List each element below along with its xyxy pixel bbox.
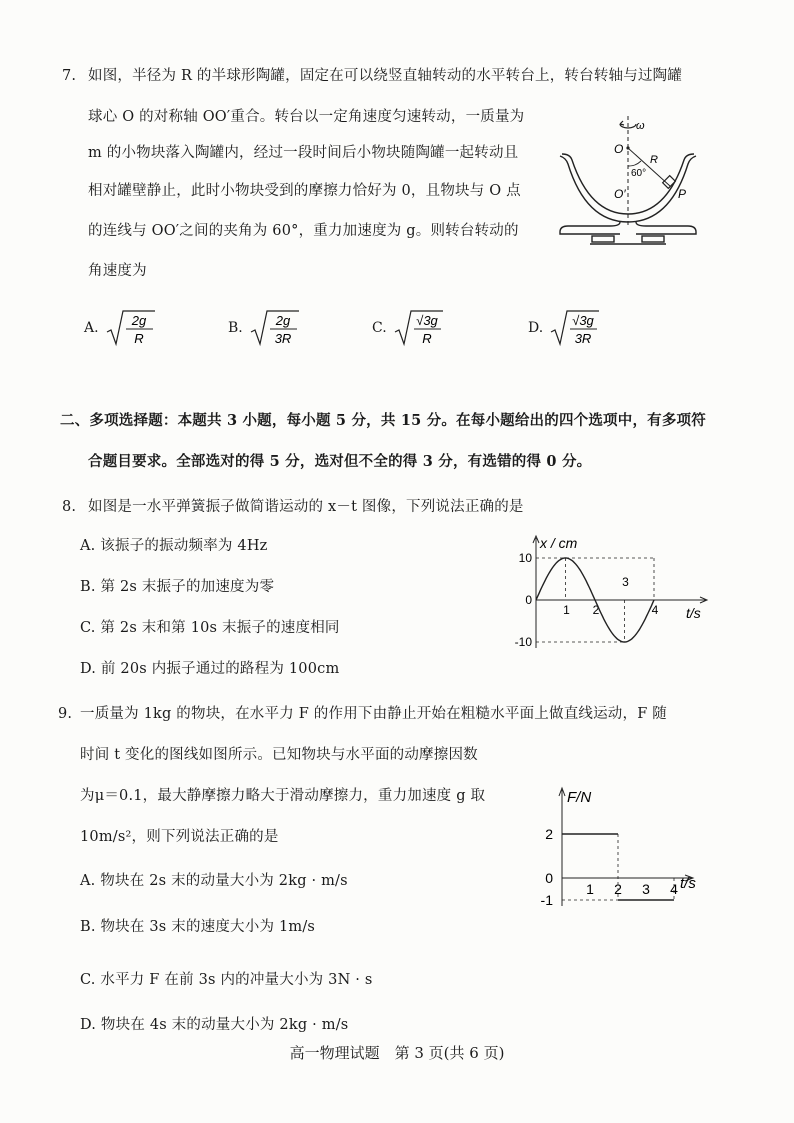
fraction-denominator: 3R — [574, 331, 592, 346]
q9-line-1: 一质量为 1kg 的物块，在水平力 F 的作用下由静止开始在粗糙水平面上做直线运动，F 随 — [80, 706, 667, 722]
q8-option-a: A. 该振子的振动频率为 4Hz — [80, 538, 268, 554]
q7-option-label: B. — [228, 320, 243, 336]
y-tick-label: 0 — [525, 593, 532, 607]
x-tick-label: 3 — [622, 575, 629, 589]
q7-option-label: A. — [84, 320, 99, 336]
q7-line-1: 如图，半径为 R 的半球形陶罐，固定在可以绕竖直轴转动的水平转台上，转台转轴与过陶罐 — [88, 68, 683, 84]
section2-line-1: 二、多项选择题：本题共 3 小题，每小题 5 分，共 15 分。在每小题给出的四个选项中，有多项符 — [60, 412, 706, 429]
y-tick-label: -10 — [514, 635, 532, 649]
q8-number: 8. — [62, 499, 77, 515]
q7-line-5: 的连线与 OO′之间的夹角为 60°，重力加速度为 g。则转台转动的 — [88, 223, 519, 239]
q9-option-b: B. 物块在 3s 末的速度大小为 1m/s — [80, 919, 316, 935]
fraction-numerator: √3g — [572, 313, 594, 328]
x-tick-label: 2 — [614, 881, 622, 897]
q9-ft-chart — [530, 782, 720, 912]
q7-option-b — [228, 308, 301, 348]
q9-number: 9. — [58, 706, 73, 722]
label-O: O — [614, 142, 624, 156]
x-tick-label: 4 — [651, 603, 659, 617]
fraction-denominator: R — [421, 331, 432, 346]
q7-option-c — [372, 308, 445, 348]
x-axis-label: t/s — [680, 875, 696, 892]
fraction-numerator: 2g — [131, 313, 146, 328]
y-axis-label: F/N — [567, 789, 592, 806]
y-axis-label: x / cm — [540, 535, 578, 551]
q7-line-2: 球心 O 的对称轴 OO′重合。转台以一定角速度匀速转动，一质量为 — [88, 109, 525, 125]
y-tick-label: 10 — [518, 551, 532, 565]
x-tick-label: 1 — [563, 603, 570, 617]
q7-option-a — [84, 308, 157, 348]
q7-option-d — [528, 308, 601, 348]
q7-option-radical — [249, 308, 301, 348]
q8-stem: 如图是一水平弹簧振子做简谐运动的 x－t 图像，下列说法正确的是 — [88, 499, 524, 515]
section2-line-2: 合题目要求。全部选对的得 5 分，选对但不全的得 3 分，有选错的得 0 分。 — [88, 453, 592, 470]
q8-xt-chart — [506, 530, 726, 660]
fraction-denominator: 3R — [274, 331, 292, 346]
page-footer: 高一物理试题 第 3 页(共 6 页) — [289, 1044, 505, 1062]
q9-option-d: D. 物块在 4s 末的动量大小为 2kg · m/s — [80, 1017, 349, 1033]
label-60deg: 60° — [631, 168, 647, 179]
x-tick-label: 1 — [586, 881, 594, 897]
q7-option-label: D. — [528, 320, 544, 336]
q7-option-radical — [105, 308, 157, 348]
q8-option-c: C. 第 2s 末和第 10s 末振子的速度相同 — [80, 620, 340, 636]
q7-number: 7. — [62, 68, 77, 84]
q7-option-label: C. — [372, 320, 387, 336]
x-tick-label: 3 — [642, 881, 650, 897]
q7-line-4: 相对罐壁静止，此时小物块受到的摩擦力恰好为 0，且物块与 O 点 — [88, 183, 521, 199]
x-axis-label: t/s — [686, 605, 701, 621]
q8-option-b: B. 第 2s 末振子的加速度为零 — [80, 579, 275, 595]
q9-line-3: 为μ＝0.1，最大静摩擦力略大于滑动摩擦力，重力加速度 g 取 — [80, 788, 486, 804]
x-tick-label: 4 — [670, 881, 678, 897]
q7-bowl-figure — [550, 108, 710, 250]
fraction-numerator: 2g — [275, 313, 290, 328]
label-R: R — [650, 154, 658, 166]
q7-option-radical — [549, 308, 601, 348]
y-tick-label: 0 — [545, 870, 553, 886]
q7-line-6: 角速度为 — [88, 263, 147, 279]
omega-label: ω — [636, 120, 645, 132]
label-O-prime: O′ — [614, 187, 626, 201]
label-P: P — [678, 187, 687, 201]
y-tick-label: 2 — [545, 826, 553, 842]
q8-option-d: D. 前 20s 内振子通过的路程为 100cm — [80, 661, 340, 677]
fraction-denominator: R — [133, 331, 144, 346]
x-tick-label: 2 — [592, 603, 600, 617]
q7-line-3: m 的小物块落入陶罐内，经过一段时间后小物块随陶罐一起转动且 — [88, 145, 519, 161]
y-tick-label: -1 — [540, 892, 553, 908]
q7-option-radical — [393, 308, 445, 348]
q9-line-4: 10m/s²，则下列说法正确的是 — [80, 829, 279, 845]
q9-option-c: C. 水平力 F 在前 3s 内的冲量大小为 3N · s — [80, 972, 373, 988]
q9-option-a: A. 物块在 2s 末的动量大小为 2kg · m/s — [80, 873, 348, 889]
q9-line-2: 时间 t 变化的图线如图所示。已知物块与水平面的动摩擦因数 — [80, 747, 478, 763]
fraction-numerator: √3g — [415, 313, 438, 328]
